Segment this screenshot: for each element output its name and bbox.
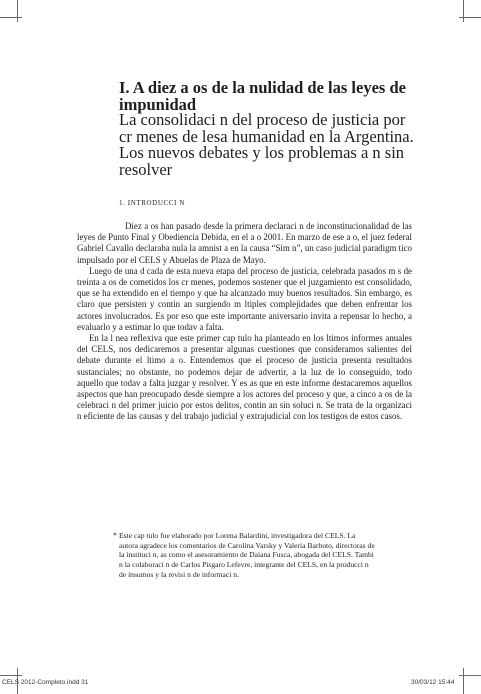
footnote-mark: * xyxy=(113,531,117,540)
crop-mark-bottom-right-horizontal xyxy=(459,675,481,676)
slug-date-time: 30/03/12 15:44 xyxy=(411,679,455,686)
footnote xyxy=(113,531,375,580)
crop-mark-top-right-horizontal xyxy=(459,17,481,18)
crop-mark-bottom-left-horizontal xyxy=(0,675,22,676)
crop-mark-top-left-vertical xyxy=(17,0,18,22)
paragraph: En la l nea reflexiva que este primer cap tulo ha planteado en los ltimos informes anuales del CELS, nos dedicaremos a presentar algunas cuestiones que consideramos salientes del debate durante el ltimo a o. Entendemos que el proceso de justicia presenta resultados sustanciales; no obstante, no podemos dejar de advertir, a la luz de lo conseguido, todo aquello que todav a falta juzgar y resolver. Y es as que en este informe destacaremos aquellos aspectos que han preocupado desde siempre a los actores del proceso y que, a cinco a os de la celebraci n del primer juicio por estos delitos, contin an sin soluci n. Se trata de la organizaci n eficiente de las causas y del trabajo judicial y extrajudicial con los testigos de estos casos. xyxy=(77,333,412,422)
chapter-subtitle: La consolidaci n del proceso de justicia por cr menes de lesa humanidad en la Argentina. Los nuevos debates y los problemas a n sin resolver xyxy=(119,110,414,179)
crop-mark-top-right-vertical xyxy=(463,0,464,22)
paragraph: Diez a os han pasado desde la primera declaraci n de inconstitucionalidad de las leyes de Punto Final y Obediencia Debida, en el a o 2001. En marzo de ese a o, el juez federal Gabriel Cavallo declaraba nula la amnist a en la causa “Sim n”, un caso judicial paradigm tico impulsado por el CELS y Abuelas de Plaza de Mayo. xyxy=(77,221,412,265)
slug-file-info: CELS 2012-Completo.indd 31 xyxy=(2,679,89,686)
section-heading: 1. INTRODUCCI N xyxy=(119,199,185,207)
chapter-title: I. A diez a os de la nulidad de las leyes de impunidad xyxy=(119,78,406,114)
paragraph: Luego de una d cada de esta nueva etapa del proceso de justicia, celebrada pasados m s de treinta a os de cometidos los cr menes, podemos sostener que el juzgamiento est consolidado, que se ha extendido en el tiempo y que ha alcanzado muy buenos resultados. Sin embargo, es claro que persisten y contin an surgiendo m ltiples complejidades que deben enfrentar los actores involucrados. Es por eso que este importante aniversario invita a repensar lo hecho, a evaluarlo y a estimar lo que todav a falta. xyxy=(77,265,412,332)
footnote-text: Este cap tulo fue elaborado por Lorena Balardini, investigadora del CELS. La autora agradece los comentarios de Carolina Varsky y Valeria Barbuto, directoras de la instituci n, as como el asesoramiento de Daiana Fusca, abogada del CELS. Tambi n la colaboraci n de Carlos Pisgaro Lefevre, integrante del CELS, en la producci n de insumos y la revisi n de informaci n. xyxy=(119,531,375,579)
body-text xyxy=(77,221,412,423)
crop-mark-bottom-right-vertical xyxy=(463,668,464,694)
crop-mark-top-left-horizontal xyxy=(0,17,22,18)
